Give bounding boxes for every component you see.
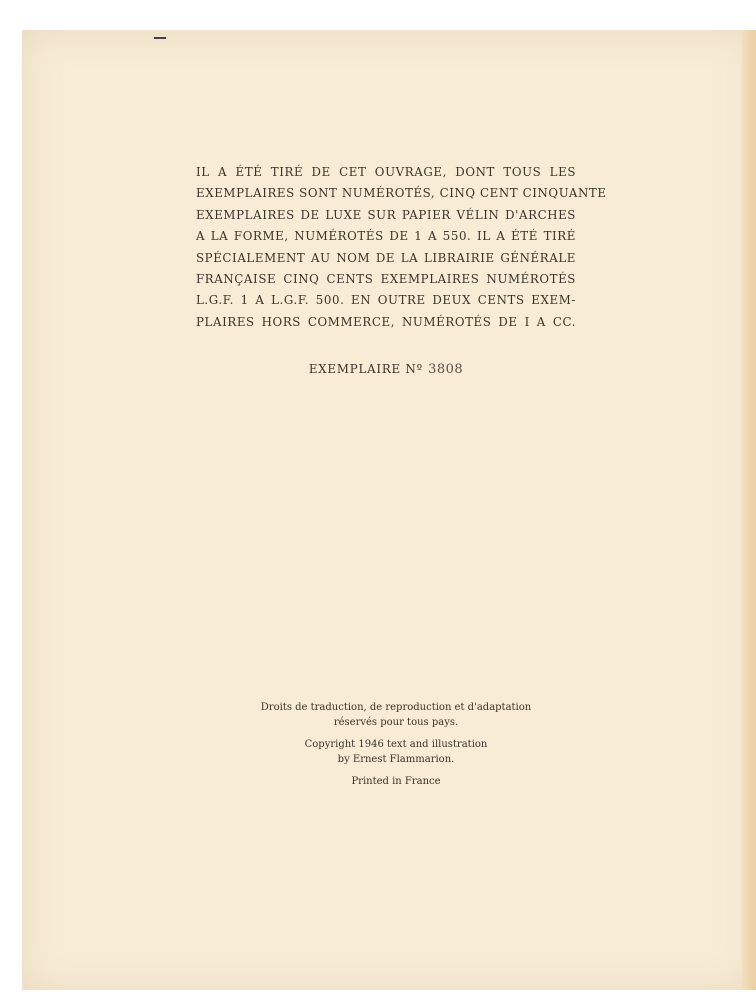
- justification-line-4: A LA FORME, NUMÉROTÉS DE 1 A 550. IL A ÉTÉ TIRÉ: [196, 229, 576, 244]
- justification-paragraph: [196, 162, 607, 333]
- rights-line-1: Droits de traduction, de reproduction et d'adaptation: [260, 702, 532, 713]
- rights-gap: [196, 730, 596, 737]
- print-mark: [154, 37, 166, 39]
- justification-line-7: L.G.F. 1 A L.G.F. 500. EN OUTRE DEUX CENTS EXEM-: [196, 293, 576, 308]
- justification-line-2: EXEMPLAIRES SONT NUMÉROTÉS, CINQ CENT CINQUANTE: [196, 186, 607, 201]
- copy-number-value: 3808: [428, 362, 464, 377]
- justification-line-8: PLAIRES HORS COMMERCE, NUMÉROTÉS DE I A CC.: [196, 314, 576, 329]
- rights-notice: [196, 700, 596, 789]
- publisher-line: by Ernest Flammarion.: [337, 754, 455, 765]
- page-edge: [742, 30, 756, 990]
- justification-line-3: EXEMPLAIRES DE LUXE SUR PAPIER VÉLIN D'ARCHES: [196, 207, 576, 222]
- rights-gap-2: [196, 767, 596, 774]
- copyright-line: Copyright 1946 text and illustration: [304, 739, 488, 750]
- justification-line-1: IL A ÉTÉ TIRÉ DE CET OUVRAGE, DONT TOUS LES: [196, 165, 576, 179]
- rights-line-2: réservés pour tous pays.: [333, 717, 459, 728]
- justification-line-6: FRANÇAISE CINQ CENTS EXEMPLAIRES NUMÉROTÉS: [196, 272, 576, 287]
- copy-number-label: EXEMPLAIRE Nº: [308, 362, 423, 376]
- printed-in-line: Printed in France: [351, 776, 441, 787]
- copy-number-line: [196, 358, 576, 377]
- justification-line-5: SPÉCIALEMENT AU NOM DE LA LIBRAIRIE GÉNÉRALE: [196, 250, 576, 265]
